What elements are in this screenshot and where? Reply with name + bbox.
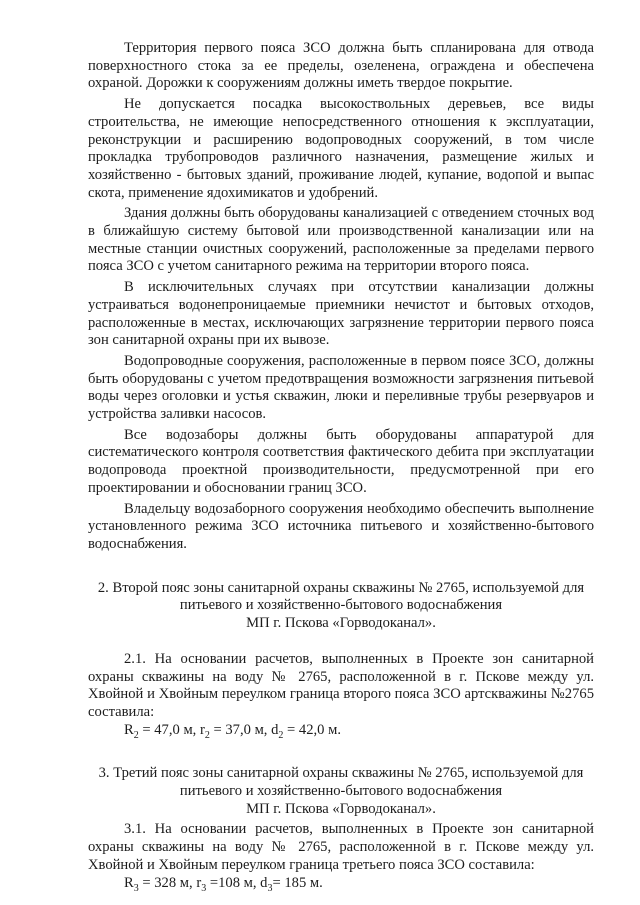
paragraph-water-structures: Водопроводные сооружения, расположенные в первом поясе ЗСО, должны быть оборудованы с учетом предотвращения возможности загрязнения питьевой воды через оголовки и устья скважин, люки и переливные трубы резервуаров и устройства заливки насосов. <box>88 352 594 423</box>
formula-R-value: = 47,0 м, <box>138 721 200 738</box>
section-2-paragraph: 2.1. На основании расчетов, выполненных в Проекте зон санитарной охраны скважины на воду № 2765, расположенной в г. Пскове между ул. Хвойной и Хвойным переулком граница второго пояса ЗСО артскважины №2765 составила: <box>88 650 594 720</box>
section-3-title-line-1: 3. Третий пояс зоны санитарной охраны скважины № 2765, используемой для <box>98 765 584 782</box>
paragraph-territory: Территория первого пояса ЗСО должна быть спланирована для отвода поверхностного стока за ее пределы, озеленена, ограждена и обеспечена охраной. Дорожки к сооружениям должны иметь твердое покрытие. <box>88 40 594 92</box>
paragraph-owner-duty: Владельцу водозаборного сооружения необходимо обеспечить выполнение установленного режима ЗСО источника питьевого и хозяйственно-бытового водоснабжения. <box>88 500 594 552</box>
formula-r-value: = 37,0 м, <box>209 721 272 738</box>
formula-d-value: = 42,0 м. <box>283 721 342 738</box>
formula-d-symbol: d <box>260 874 268 891</box>
section-2-title-line-1: 2. Второй пояс зоны санитарной охраны скважины № 2765, используемой для <box>97 579 585 596</box>
paragraph-prohibitions: Не допускается посадка высокоствольных деревьев, все виды строительства, не имеющие непосредственного отношения к эксплуатации, реконструкции и расширению водопроводных сооружений, в том числе прокладка трубопроводов различного назначения, размещение жилых и хозяйственно - бытовых зданий, проживание людей, купание, водопой и выпас скота, применение ядохимикатов и удобрений. <box>88 96 594 201</box>
formula-d-value: = 185 м. <box>272 874 323 891</box>
formula-d-index: 3 <box>267 882 273 894</box>
section-2-formula <box>88 722 594 740</box>
section-3-title-line-3: МП г. Пскова «Горводоканал». <box>246 800 436 817</box>
section-3-title-line-2: питьевого и хозяйственно-бытового водоснабжения <box>179 783 503 800</box>
section-2-title-line-2: питьевого и хозяйственно-бытового водоснабжения <box>179 597 503 614</box>
formula-r-index: 3 <box>201 882 207 894</box>
section-2 <box>88 580 594 740</box>
paragraph-sewerage: Здания должны быть оборудованы канализацией с отведением сточных вод в ближайшую систему бытовой или производственной канализации или на местные станции очистных сооружений, расположенные за пределами первого пояса ЗСО с учетом санитарного режима на территории второго пояса. <box>88 205 594 275</box>
formula-r-symbol: r <box>199 721 205 738</box>
formula-d-index: 2 <box>278 729 284 741</box>
formula-R-index: 2 <box>133 729 139 741</box>
formula-R-symbol: R <box>124 721 134 738</box>
paragraph-water-intakes: Все водозаборы должны быть оборудованы аппаратурой для систематического контроля соответствия фактического дебита при эксплуатации водопровода проектной производительности, предусмотренной при его проектировании и обосновании границ ЗСО. <box>88 426 594 496</box>
formula-r-index: 2 <box>204 729 210 741</box>
paragraph-exceptional-cases: В исключительных случаях при отсутствии канализации должны устраиваться водонепроницаемые приемники нечистот и бытовых отходов, расположенные в местах, исключающих загрязнение территории первого пояса зон санитарной охраны при их вывозе. <box>88 279 594 349</box>
formula-r-value: =108 м, <box>206 874 261 891</box>
formula-R-value: = 328 м, <box>138 874 197 891</box>
section-3-formula <box>88 875 594 893</box>
section-3 <box>88 765 594 892</box>
formula-R-symbol: R <box>124 874 134 891</box>
first-belt-rules <box>88 40 594 554</box>
formula-R-index: 3 <box>133 882 139 894</box>
formula-d-symbol: d <box>271 721 279 738</box>
formula-r-symbol: r <box>196 874 202 891</box>
section-3-paragraph: 3.1. На основании расчетов, выполненных в Проекте зон санитарной охраны скважины на воду № 2765, расположенной в г. Пскове между ул. Хвойной и Хвойным переулком граница третьего пояса ЗСО составила: <box>88 821 594 873</box>
section-2-title-line-3: МП г. Пскова «Горводоканал». <box>246 615 436 632</box>
